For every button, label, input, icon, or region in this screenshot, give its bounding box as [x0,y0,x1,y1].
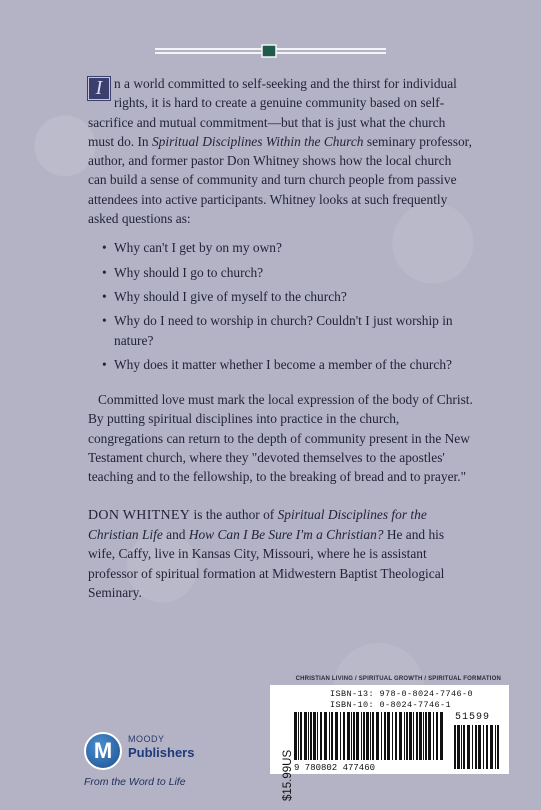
closing-paragraph: Committed love must mark the local expression of the body of Christ. By putting spiritual disciplines into practice in the church, congregations can return to the depth of community present in the New Testament church, where they "devoted themselves to the apostles' teaching and to the fellowship, to the breaking of bread and to prayer." [88,392,473,485]
price: $15.99US [282,749,294,801]
category-line: CHRISTIAN LIVING / SPIRITUAL GROWTH / SPIRITUAL FORMATION [295,676,501,682]
description [88,74,473,602]
bullet-icon: • [102,356,107,372]
logo-tagline: From the Word to Life [84,776,186,788]
barcode-icon [294,712,449,772]
bio-book-2: How Can I Be Sure I'm a Christian? [188,526,384,542]
list-item: • Why do I need to worship in church? Couldn't I just worship in nature? [102,313,453,348]
list-item: • Why should I go to church? [102,263,473,282]
top-ornament [0,0,541,60]
book-title: Spiritual Disciplines Within the Church [151,133,364,149]
ean-digits: 9 780802 477460 [294,763,376,772]
author-bio: DON WHITNEY is the author of Spiritual Disciplines for the Christian Life and How Can I Be Sure I'm a Christian? He and his wife, Caffy, live in Kansas City, Missouri, where he is assistant professor of spiritual formation at Midwestern Baptist Theological Seminary. [88,506,445,600]
intro-rest: seminary professor, author, and former pastor Don Whitney shows how the local church can build a sense of community and turn church people from passive attendees into active participants. Whitney looks at such frequently asked questions as: [88,133,472,227]
moody-m-icon: M [84,732,122,770]
bullet-icon: • [102,313,107,329]
bullet-icon: • [102,240,107,256]
list-item: • Why should I give of myself to the church? [102,287,473,306]
drop-cap: I [88,77,110,100]
logo-publishers: Publishers [128,745,195,760]
author-name: DON WHITNEY [88,507,191,523]
list-item: • Why does it matter whether I become a member of the church? [102,355,473,374]
barcode-panel [270,685,509,801]
logo-moody: MOODY [128,734,165,744]
isbn-10: ISBN-10: 0-8024-7746-1 [330,700,452,710]
bio-book-1: Spiritual Disciplines for the Christian Life [88,506,427,542]
isbn-13: ISBN-13: 978-0-8024-7746-0 [330,689,474,699]
bullet-icon: • [102,264,107,280]
list-item: • Why can't I get by on my own? [102,238,473,257]
publisher-logo [84,732,304,802]
addon-barcode-icon [454,725,502,771]
intro-paragraph [88,74,473,228]
question-list [88,238,473,374]
addon-number: 51599 [455,712,491,723]
bullet-icon: • [102,288,107,304]
intro-lead: n a world committed to self-seeking and the thirst for individual rights, it is hard to create a genuine community based on self-sacrifice and mutual commitment—but that is just what the church must do. In [88,76,457,149]
